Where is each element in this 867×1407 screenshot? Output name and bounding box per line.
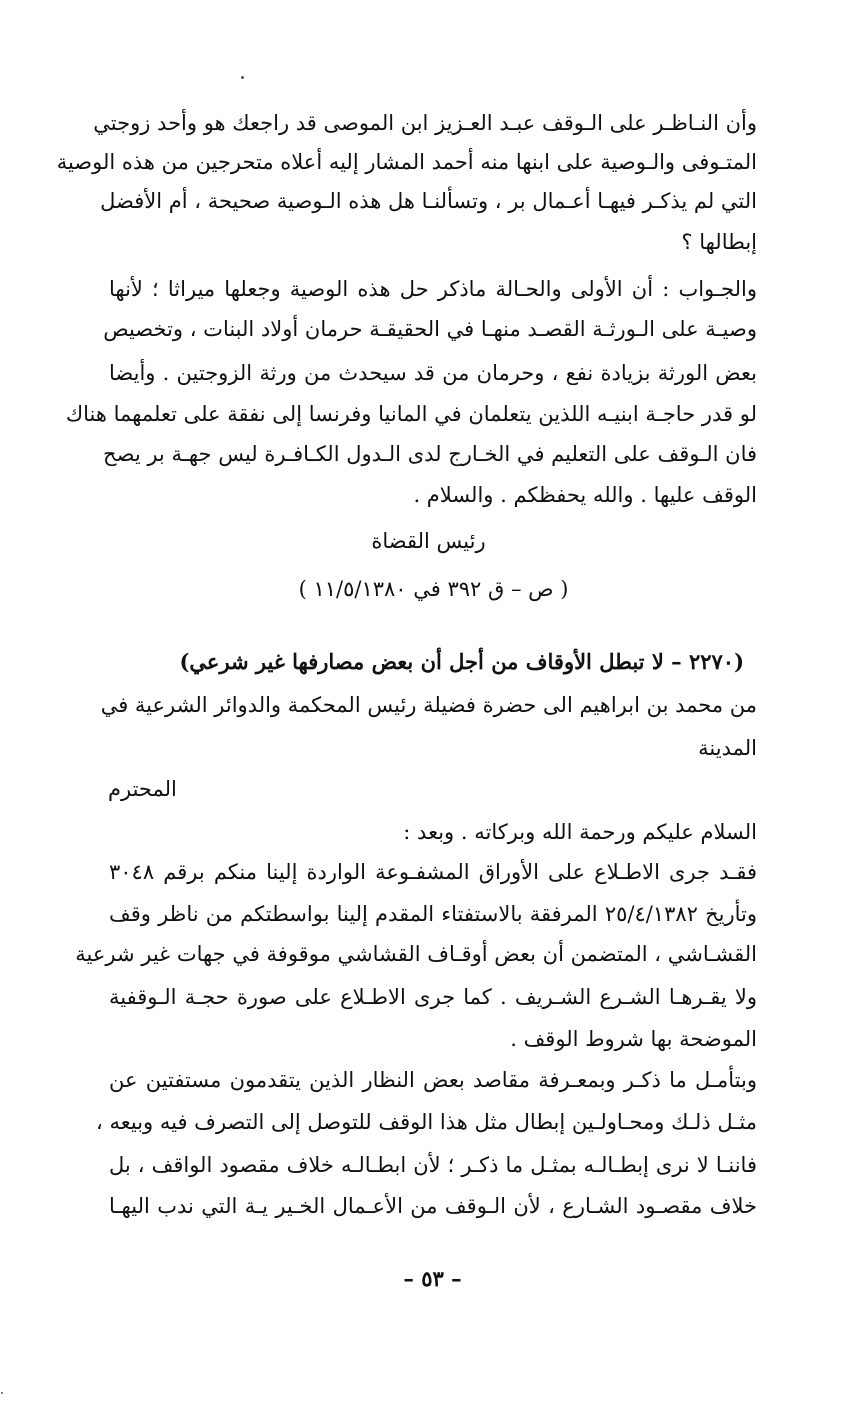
text-line: السلام عليكم ورحمة الله وبركاته . وبعد :: [403, 820, 757, 844]
text-line: فان الـوقف على التعليم في الخـارج لدى الـدول الكـافـرة ليس جهـة بر يصح: [103, 442, 757, 466]
scan-speck: [241, 76, 244, 79]
text-line: من محمد بن ابراهيم الى حضرة فضيلة رئيس المحكمة والدوائر الشرعية في: [100, 693, 757, 717]
text-line: وأن النـاظـر على الـوقف عبـد العـزيز ابن الموصى قد راجعك هو وأحد زوجتي: [93, 111, 757, 135]
text-line: ولا يقـرهـا الشـرع الشـريف . كما جرى الاطـلاع على صورة حجـة الـوقفية: [109, 985, 757, 1009]
text-line: فاننـا لا نرى إبطـالـه بمثـل ما ذكـر ؛ لأن ابطـالـه خلاف مقصود الواقف ، بل: [109, 1153, 757, 1177]
section-title: (٢٢٧٠ – لا تبطل الأوقاف من أجل أن بعض مصارفها غير شرعي): [179, 649, 744, 674]
page-number: – ٥٣ –: [403, 1266, 462, 1291]
salutation: المحترم: [108, 777, 177, 801]
text-line: والجـواب : أن الأولى والحـالة ماذكر حل هذه الوصية وجعلها ميراثا ؛ لأنها: [109, 277, 757, 301]
text-line: وبتأمـل ما ذكـر وبمعـرفة مقاصد بعض النظار الذين يتقدمون مستفتين عن: [109, 1068, 757, 1092]
text-line: التي لم يذكـر فيهـا أعـمال بر ، وتسألنـا هل هذه الـوصية صحيحة ، أم الأفضل: [100, 189, 757, 213]
text-line: القشـاشي ، المتضمن أن بعض أوقـاف القشاشي موقوفة في جهات غير شرعية: [75, 942, 757, 966]
signature: رئيس القضاة: [371, 529, 486, 553]
reference-citation: ( ص – ق ٣٩٢ في ١١/٥/١٣٨٠ ): [298, 577, 569, 601]
text-line: لو قدر حاجـة ابنيـه اللذين يتعلمان في المانيا وفرنسا إلى نفقة على تعلمهما هناك: [65, 402, 757, 426]
text-line: إبطالها ؟: [681, 230, 757, 254]
text-line: الموضحة بها شروط الوقف .: [510, 1027, 757, 1051]
text-line: المتـوفى والـوصية على ابنها منه أحمد المشار إليه أعلاه متحرجين من هذه الوصية: [56, 150, 757, 174]
text-line: مثـل ذلـك ومحـاولـين إبطال مثل هذا الوقف للتوصل إلى التصرف فيه وبيعه ،: [96, 1110, 757, 1134]
text-line: المدينة: [698, 736, 757, 760]
text-line: الوقف عليها . والله يحفظكم . والسلام .: [413, 483, 757, 507]
text-line: فقـد جرى الاطـلاع على الأوراق المشفـوعة الواردة إلينا منكم برقم ٣٠٤٨: [109, 860, 757, 884]
text-line: وتأريخ ٢٥/٤/١٣٨٢ المرفقة بالاستفتاء المقدم إلينا بواسطتكم من ناظر وقف: [109, 902, 758, 926]
text-line: خلاف مقصـود الشـارع ، لأن الـوقف من الأعـمال الخـير يـة التي ندب اليهـا: [109, 1194, 757, 1218]
scan-speck: [1, 1392, 3, 1394]
text-line: وصيـة على الـورثـة القصـد منهـا في الحقيقـة حرمان أولاد البنات ، وتخصيص: [103, 317, 757, 341]
text-line: بعض الورثة بزيادة نفع ، وحرمان من قد سيحدث من ورثة الزوجتين . وأيضا: [109, 361, 757, 385]
